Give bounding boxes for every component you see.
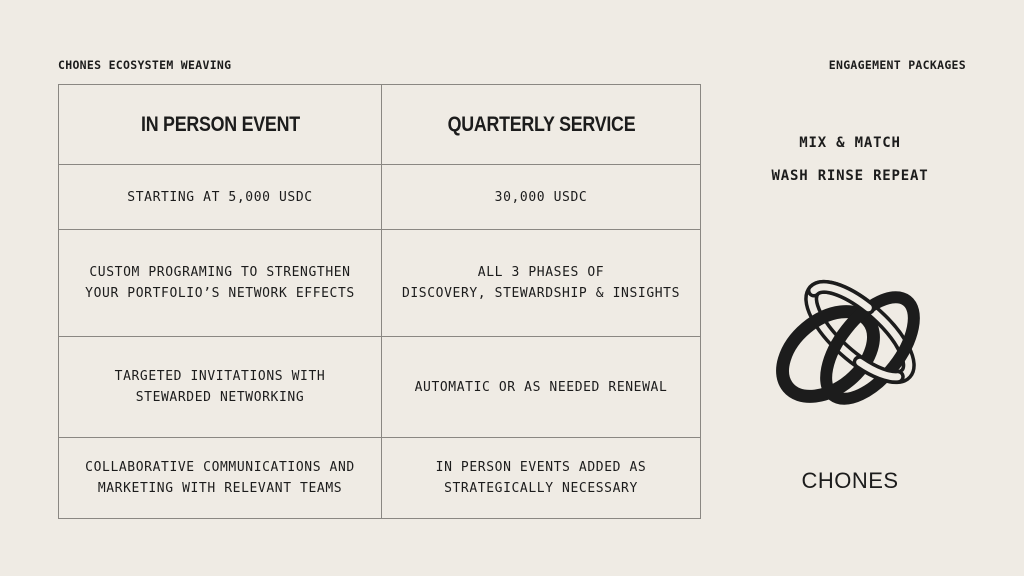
column-header-quarterly-service: QUARTERLY SERVICE — [382, 85, 701, 165]
table-row — [59, 165, 701, 230]
table-cell: COLLABORATIVE COMMUNICATIONS AND MARKETING WITH RELEVANT TEAMS — [59, 438, 382, 519]
tagline-mix-match: MIX & MATCH — [799, 135, 901, 151]
table-cell: ALL 3 PHASES OF DISCOVERY, STEWARDSHIP & INSIGHTS — [382, 230, 701, 337]
table-cell: IN PERSON EVENTS ADDED AS STRATEGICALLY NECESSARY — [382, 438, 701, 519]
table-row — [59, 438, 701, 519]
table-cell: TARGETED INVITATIONS WITH STEWARDED NETWORKING — [59, 337, 382, 438]
table-row — [59, 230, 701, 337]
section-title: ENGAGEMENT PACKAGES — [828, 58, 966, 72]
table-header-row — [59, 85, 701, 165]
brand-name: CHONES — [801, 468, 899, 493]
table-cell: STARTING AT 5,000 USDC — [59, 165, 382, 230]
table-row — [59, 337, 701, 438]
table-cell: AUTOMATIC OR AS NEEDED RENEWAL — [382, 337, 701, 438]
table-cell: CUSTOM PROGRAMING TO STRENGTHEN YOUR PORTFOLIO’S NETWORK EFFECTS — [59, 230, 382, 337]
page-title: CHONES ECOSYSTEM WEAVING — [58, 58, 232, 72]
column-header-in-person-event: IN PERSON EVENT — [59, 85, 382, 165]
knot-logo-icon — [768, 262, 932, 418]
tagline-wash-rinse-repeat: WASH RINSE REPEAT — [771, 168, 929, 184]
table-cell: 30,000 USDC — [382, 165, 701, 230]
packages-table — [58, 84, 701, 519]
